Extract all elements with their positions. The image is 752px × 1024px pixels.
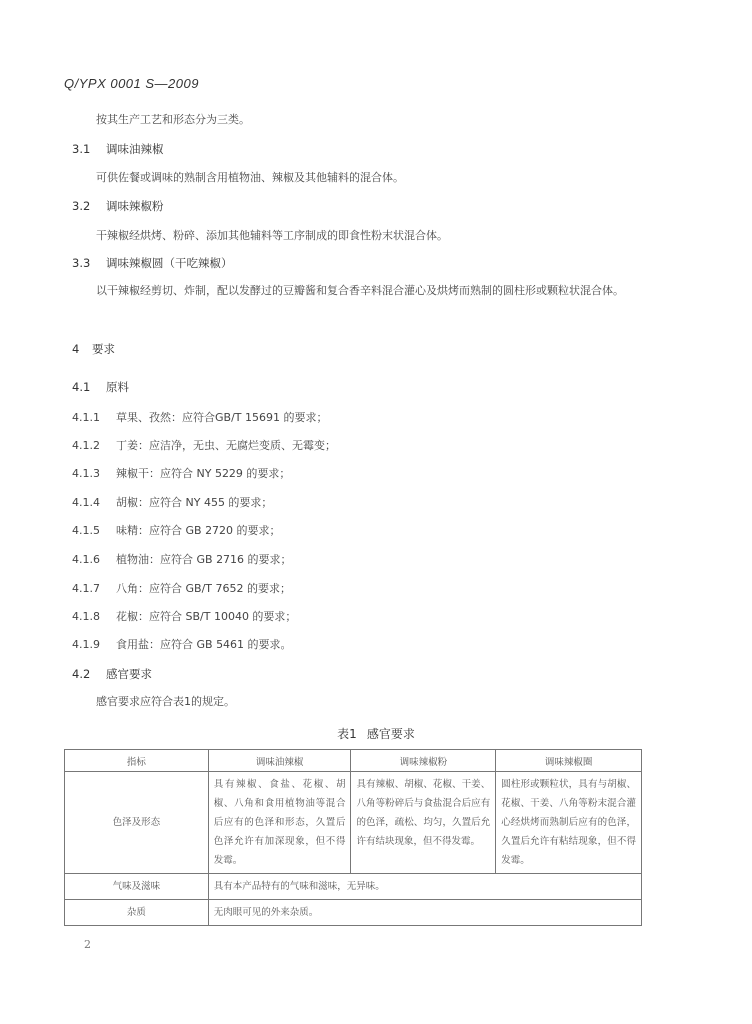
- row-label: 气味及滋味: [65, 874, 209, 900]
- item-number: 4.1.2: [72, 439, 100, 452]
- column-header: 调味辣椒圈: [496, 750, 642, 772]
- item-number: 4.1.9: [72, 638, 100, 651]
- table-cell: 具有辣椒、食盐、花椒、胡椒、八角和食用植物油等混合后应有的色泽和形态，久置后色泽允许有加深现象，但不得发霉。: [208, 772, 351, 874]
- page-number: 2: [84, 938, 91, 951]
- column-header: 调味辣椒粉: [351, 750, 496, 772]
- item-number: 4.1.7: [72, 582, 100, 595]
- item-text: 味精：应符合 GB 2720 的要求；: [116, 524, 281, 537]
- section-3-2-body: 干辣椒经烘烤、粉碎、添加其他辅料等工序制成的即食性粉末状混合体。: [96, 229, 448, 242]
- list-item: [72, 636, 292, 652]
- section-number: 4.1: [72, 380, 91, 394]
- list-item: [72, 522, 281, 538]
- table-number: 表1: [337, 727, 357, 741]
- item-text: 食用盐：应符合 GB 5461 的要求。: [116, 638, 292, 651]
- item-number: 4.1.3: [72, 467, 100, 480]
- section-4-1-heading: [72, 379, 129, 395]
- item-text: 丁姜：应洁净，无虫、无腐烂变质、无霉变；: [116, 439, 336, 452]
- item-text: 八角：应符合 GB/T 7652 的要求；: [116, 582, 291, 595]
- section-3-3-body: 以干辣椒经剪切、炸制，配以发酵过的豆瓣酱和复合香辛料混合灌心及烘烤而熟制的圆柱形或颗粒状混合体。: [96, 284, 624, 297]
- table-cell: 圆柱形或颗粒状，具有与胡椒、花椒、干姜、八角等粉末混合灌心经烘烤而熟制后应有的色泽，久置后允许有粘结现象，但不得发霉。: [496, 772, 642, 874]
- table-cell: 具有辣椒、胡椒、花椒、干姜、八角等粉碎后与食盐混合后应有的色泽，疏松、均匀，久置后允许有结块现象，但不得发霉。: [351, 772, 496, 874]
- item-number: 4.1.1: [72, 411, 100, 424]
- section-title: 要求: [92, 342, 115, 356]
- section-title: 调味辣椒粉: [106, 199, 164, 213]
- table-row: [65, 874, 642, 900]
- column-header: 调味油辣椒: [208, 750, 351, 772]
- standard-code: Q/YPX 0001 S—2009: [64, 76, 199, 91]
- section-4-2-heading: [72, 666, 152, 682]
- section-title: 原料: [106, 380, 129, 394]
- section-3-1-heading: [72, 141, 164, 157]
- item-number: 4.1.6: [72, 553, 100, 566]
- section-number: 3.3: [72, 256, 91, 270]
- section-title: 调味辣椒圆（干吃辣椒）: [106, 256, 233, 270]
- item-number: 4.1.4: [72, 496, 100, 509]
- item-number: 4.1.8: [72, 610, 100, 623]
- list-item: [72, 465, 290, 481]
- item-text: 胡椒：应符合 NY 455 的要求；: [116, 496, 273, 509]
- table-header-row: [65, 750, 642, 772]
- list-item: [72, 437, 336, 453]
- sensory-requirements-table: [64, 749, 642, 926]
- item-text: 草果、孜然：应符合GB/T 15691 的要求；: [116, 411, 328, 424]
- table-title: 感官要求: [366, 727, 415, 741]
- table-row: [65, 900, 642, 926]
- section-title: 调味油辣椒: [106, 142, 164, 156]
- table-cell: 无肉眼可见的外来杂质。: [208, 900, 641, 926]
- list-item: [72, 551, 292, 567]
- section-3-1-body: 可供佐餐或调味的熟制含用植物油、辣椒及其他辅料的混合体。: [96, 171, 404, 184]
- row-label: 色泽及形态: [65, 772, 209, 874]
- list-item: [72, 494, 272, 510]
- item-number: 4.1.5: [72, 524, 100, 537]
- column-header: 指标: [65, 750, 209, 772]
- list-item: [72, 580, 291, 596]
- section-4-heading: [72, 341, 115, 357]
- table-cell: 具有本产品特有的气味和滋味，无异味。: [208, 874, 641, 900]
- section-title: 感官要求: [106, 667, 152, 681]
- list-item: [72, 409, 327, 425]
- section-number: 4: [72, 342, 80, 356]
- section-number: 4.2: [72, 667, 91, 681]
- item-text: 辣椒干：应符合 NY 5229 的要求；: [116, 467, 291, 480]
- table-row: [65, 772, 642, 874]
- intro-paragraph: 按其生产工艺和形态分为三类。: [96, 113, 250, 126]
- section-3-2-heading: [72, 198, 164, 214]
- section-4-2-body: 感官要求应符合表1的规定。: [96, 695, 235, 708]
- section-number: 3.1: [72, 142, 91, 156]
- item-text: 花椒：应符合 SB/T 10040 的要求；: [116, 610, 297, 623]
- row-label: 杂质: [65, 900, 209, 926]
- section-3-3-heading: [72, 255, 233, 271]
- item-text: 植物油：应符合 GB 2716 的要求；: [116, 553, 292, 566]
- table-caption: [0, 725, 752, 742]
- section-number: 3.2: [72, 199, 91, 213]
- list-item: [72, 608, 296, 624]
